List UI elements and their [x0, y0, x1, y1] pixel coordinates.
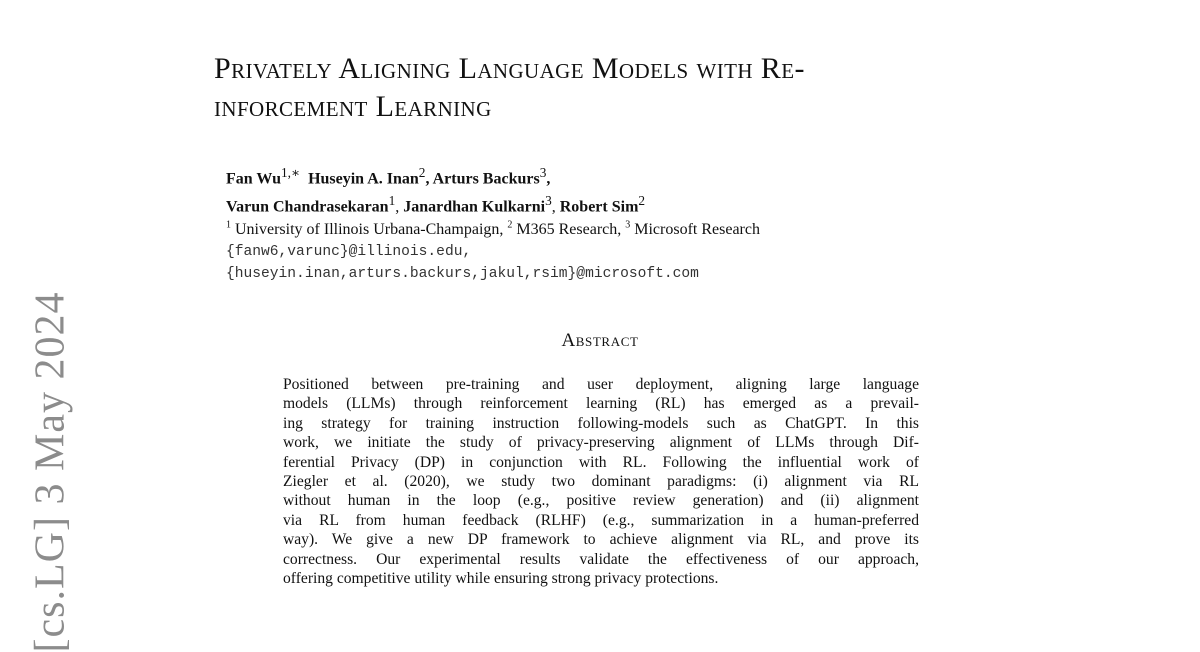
abstract-line: way). We give a new DP framework to achieve alignment via RL, and prove its	[283, 531, 919, 549]
author-mark: 2	[638, 193, 646, 209]
author-mark: 1	[388, 193, 396, 209]
author-separator: ,	[551, 198, 560, 216]
author-block	[226, 162, 986, 285]
abstract-line: ferential Privacy (DP) in conjunction with RL. Following the influential work of	[283, 453, 919, 471]
affiliation-text: University of Illinois Urbana-Champaign,	[231, 220, 508, 238]
abstract-line: Ziegler et al. (2020), we study two dominant paradigms: (i) alignment via RL	[283, 473, 919, 491]
author-separator: ,	[546, 170, 551, 188]
abstract-line: via RL from human feedback (RLHF) (e.g., summarization in a human-preferred	[283, 511, 919, 529]
abstract-line: models (LLMs) through reinforcement learning (RL) has emerged as a prevail-	[283, 395, 919, 413]
author-separator	[300, 170, 308, 187]
affiliation-text: Microsoft Research	[630, 220, 760, 238]
abstract-line: correctness. Our experimental results validate the effectiveness of our approach,	[283, 550, 919, 568]
author-name: Robert Sim	[559, 198, 639, 216]
arxiv-stamp-text: [cs.LG] 3 May 2024	[27, 291, 73, 652]
author-mark: 3	[545, 193, 552, 209]
title-line: inforcement Learning	[214, 90, 492, 123]
author-name: Arturs Backurs	[432, 170, 540, 188]
abstract-line: Positioned between pre-training and user deployment, aligning large language	[283, 376, 919, 393]
arxiv-side-stamp	[24, 291, 76, 652]
abstract-body	[283, 375, 919, 588]
email-line: {huseyin.inan,arturs.backurs,jakul,rsim}@microsoft.com	[226, 265, 699, 282]
author-name: Fan Wu	[226, 170, 281, 188]
abstract-line: ing strategy for training instruction following-models such as ChatGPT. In this	[283, 414, 919, 432]
abstract-heading: Abstract	[561, 330, 639, 351]
affiliation-mark: 1	[226, 219, 231, 231]
author-separator: ,	[425, 170, 433, 188]
paper-title	[214, 50, 1014, 126]
author-separator: ,	[395, 198, 404, 216]
author-name: Varun Chandrasekaran	[226, 198, 389, 216]
affiliation-mark: 2	[507, 219, 513, 231]
author-name: Huseyin A. Inan	[308, 170, 419, 188]
author-line	[226, 190, 986, 218]
author-mark: 2	[418, 165, 426, 180]
abstract-line: offering competitive utility while ensuring strong privacy protections.	[283, 570, 719, 588]
abstract-line: work, we initiate the study of privacy-preserving alignment of LLMs through Dif-	[283, 434, 919, 452]
author-name: Janardhan Kulkarni	[403, 198, 546, 216]
affiliation-text: M365 Research,	[512, 220, 626, 238]
author-mark: 1,∗	[281, 165, 301, 180]
author-mark: 3	[539, 165, 547, 180]
affiliations	[226, 219, 986, 241]
abstract-line: without human in the loop (e.g., positive review generation) and (ii) alignment	[283, 492, 919, 510]
author-line	[226, 162, 986, 190]
title-line: Privately Aligning Language Models with Re-	[214, 52, 805, 85]
email-line: {fanw6,varunc}@illinois.edu,	[226, 243, 472, 260]
affiliation-mark: 3	[625, 219, 631, 231]
